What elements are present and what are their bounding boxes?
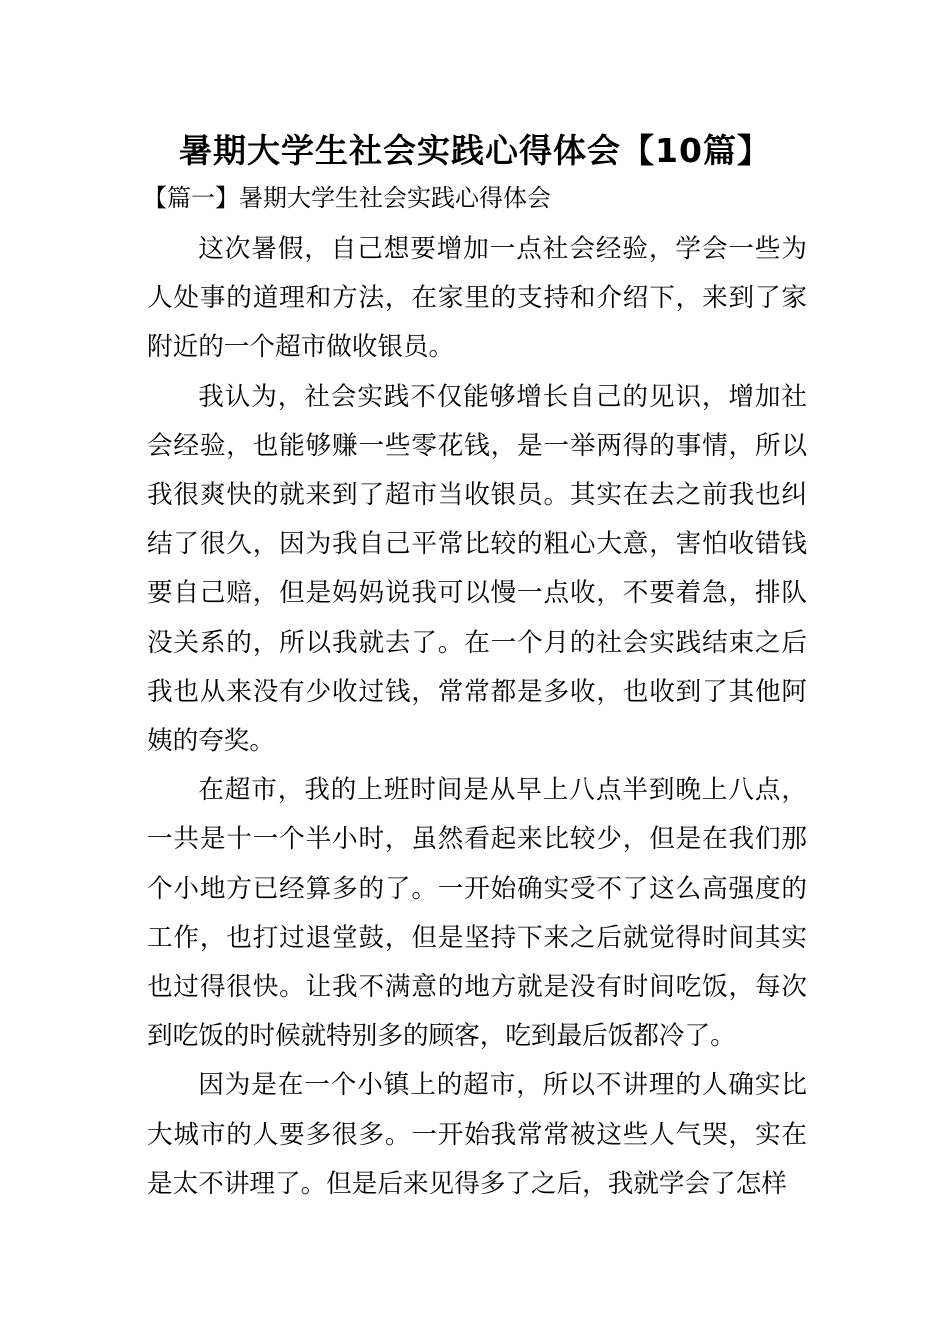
document-title: 暑期大学生社会实践心得体会【10篇】 <box>179 131 771 170</box>
paragraph-1: 这次暑假，自己想要增加一点社会经验，学会一些为人处事的道理和方法，在家里的支持和介绍下，来到了家附近的一个超市做收银员。 <box>147 234 807 363</box>
section-heading: 【篇一】暑期大学生社会实践心得体会 <box>143 184 551 212</box>
paragraph-2: 我认为，社会实践不仅能够增长自己的见识，增加社会经验，也能够赚一些零花钱，是一举两得的事情，所以我很爽快的就来到了超市当收银员。其实在去之前我也纠结了很久，因为我自己平常比较的粗心大意，害怕收错钱要自己赔，但是妈妈说我可以慢一点收，不要着急，排队没关系的，所以我就去了。在一个月的社会实践结束之后我也从来没有少收过钱，常常都是多收，也收到了其他阿姨的夸奖。 <box>147 381 807 757</box>
paragraph-3: 在超市，我的上班时间是从早上八点半到晚上八点，一共是十一个半小时，虽然看起来比较少，但是在我们那个小地方已经算多的了。一开始确实受不了这么高强度的工作，也打过退堂鼓，但是坚持下来之后就觉得时间其实也过得很快。让我不满意的地方就是没有时间吃饭，每次到吃饭的时候就特别多的顾客，吃到最后饭都冷了。 <box>147 775 807 1052</box>
document-body <box>147 225 807 1209</box>
paragraph-4: 因为是在一个小镇上的超市，所以不讲理的人确实比大城市的人要多很多。一开始我常常被这些人气哭，实在是太不讲理了。但是后来见得多了之后，我就学会了怎样 <box>147 1070 807 1199</box>
